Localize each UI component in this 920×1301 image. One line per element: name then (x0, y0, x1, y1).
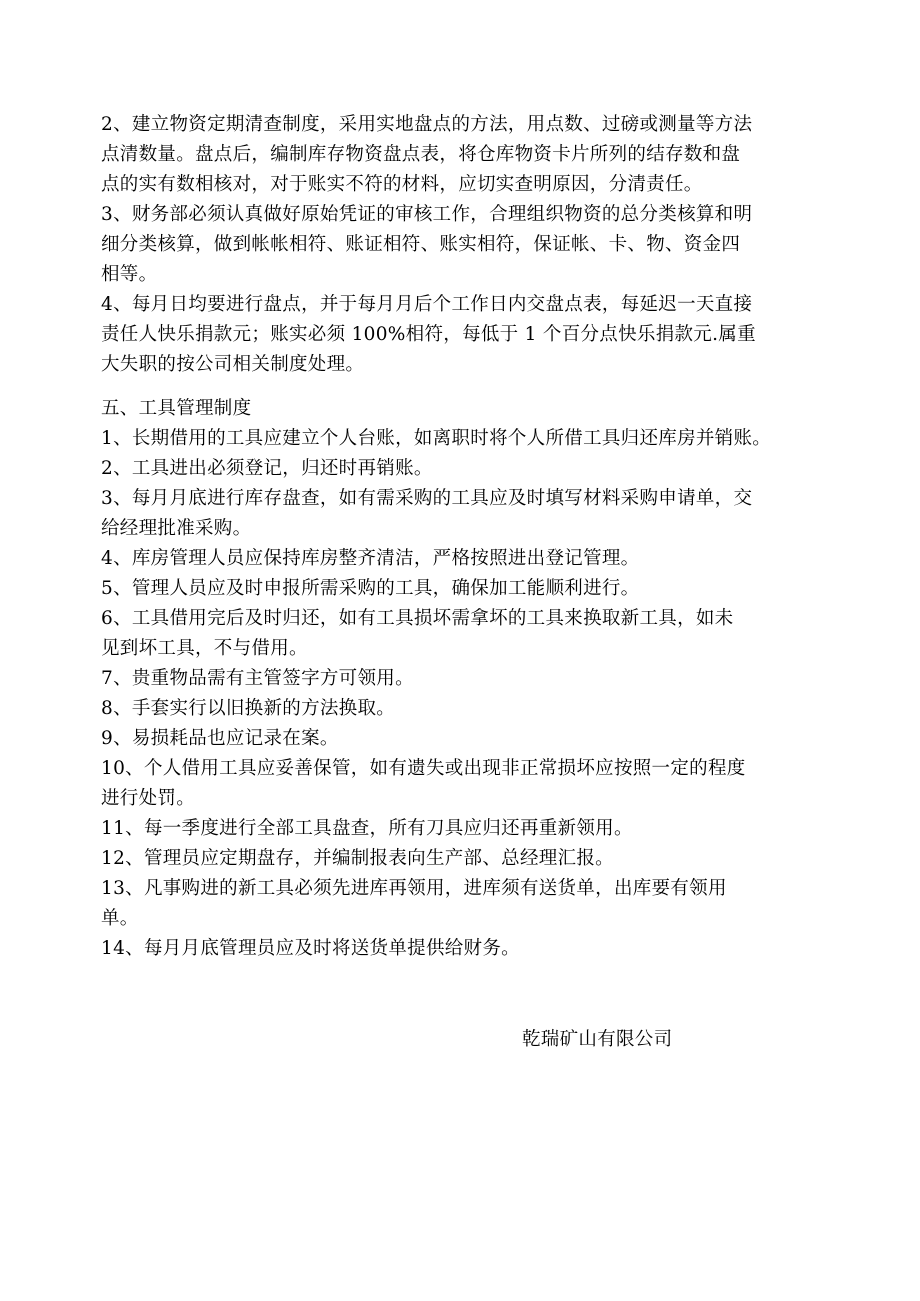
text-line: 2、建立物资定期清查制度，采用实地盘点的方法，用点数、过磅或测量等方法 (101, 114, 753, 135)
text-line: 7、贵重物品需有主管签字方可领用。 (101, 668, 414, 689)
text-line: 9、易损耗品也应记录在案。 (101, 728, 339, 749)
text-line: 进行处罚。 (101, 788, 196, 809)
text-line: 12、管理员应定期盘存，并编制报表向生产部、总经理汇报。 (101, 848, 614, 869)
text-line: 单。 (101, 908, 139, 929)
text-line: 见到坏工具，不与借用。 (101, 638, 308, 659)
text-line: 14、每月月底管理员应及时将送货单提供给财务。 (101, 938, 520, 959)
text-line: 3、每月月底进行库存盘查，如有需采购的工具应及时填写材料采购申请单，交 (101, 488, 753, 509)
text-line: 点清数量。盘点后，编制库存物资盘点表，将仓库物资卡片所列的结存数和盘 (101, 144, 741, 165)
text-line: 点的实有数相核对，对于账实不符的材料，应切实查明原因，分清责任。 (101, 174, 703, 195)
text-line: 大失职的按公司相关制度处理。 (101, 354, 365, 375)
text-line: 13、凡事购进的新工具必须先进库再领用，进库须有送货单，出库要有领用 (101, 878, 727, 899)
text-line: 2、工具进出必须登记，归还时再销账。 (101, 458, 433, 479)
text-line: 6、工具借用完后及时归还，如有工具损坏需拿坏的工具来换取新工具，如未 (101, 608, 734, 629)
section-heading: 五、工具管理制度 (101, 398, 252, 419)
text-line: 3、财务部必须认真做好原始凭证的审核工作，合理组织物资的总分类核算和明 (101, 204, 753, 225)
text-line: 相等。 (101, 264, 158, 285)
text-line: 细分类核算，做到帐帐相符、账证相符、账实相符，保证帐、卡、物、资金四 (101, 234, 741, 255)
text-line: 11、每一季度进行全部工具盘查，所有刀具应归还再重新领用。 (101, 818, 633, 839)
company-signature: 乾瑞矿山有限公司 (522, 1029, 673, 1050)
text-line: 4、每月日均要进行盘点，并于每月月后个工作日内交盘点表，每延迟一天直接 (101, 294, 753, 315)
text-line: 10、个人借用工具应妥善保管，如有遗失或出现非正常损坏应按照一定的程度 (101, 758, 746, 779)
text-line: 8、手套实行以旧换新的方法换取。 (101, 698, 396, 719)
text-line: 5、管理人员应及时申报所需采购的工具，确保加工能顺利进行。 (101, 578, 640, 599)
text-line: 责任人快乐捐款元；账实必须 100%相符，每低于 1 个百分点快乐捐款元.属重 (101, 324, 756, 345)
text-line: 给经理批准采购。 (101, 518, 252, 539)
text-line: 4、库房管理人员应保持库房整齐清洁，严格按照进出登记管理。 (101, 548, 640, 569)
text-line: 1、长期借用的工具应建立个人台账，如离职时将个人所借工具归还库房并销账。 (101, 428, 772, 449)
